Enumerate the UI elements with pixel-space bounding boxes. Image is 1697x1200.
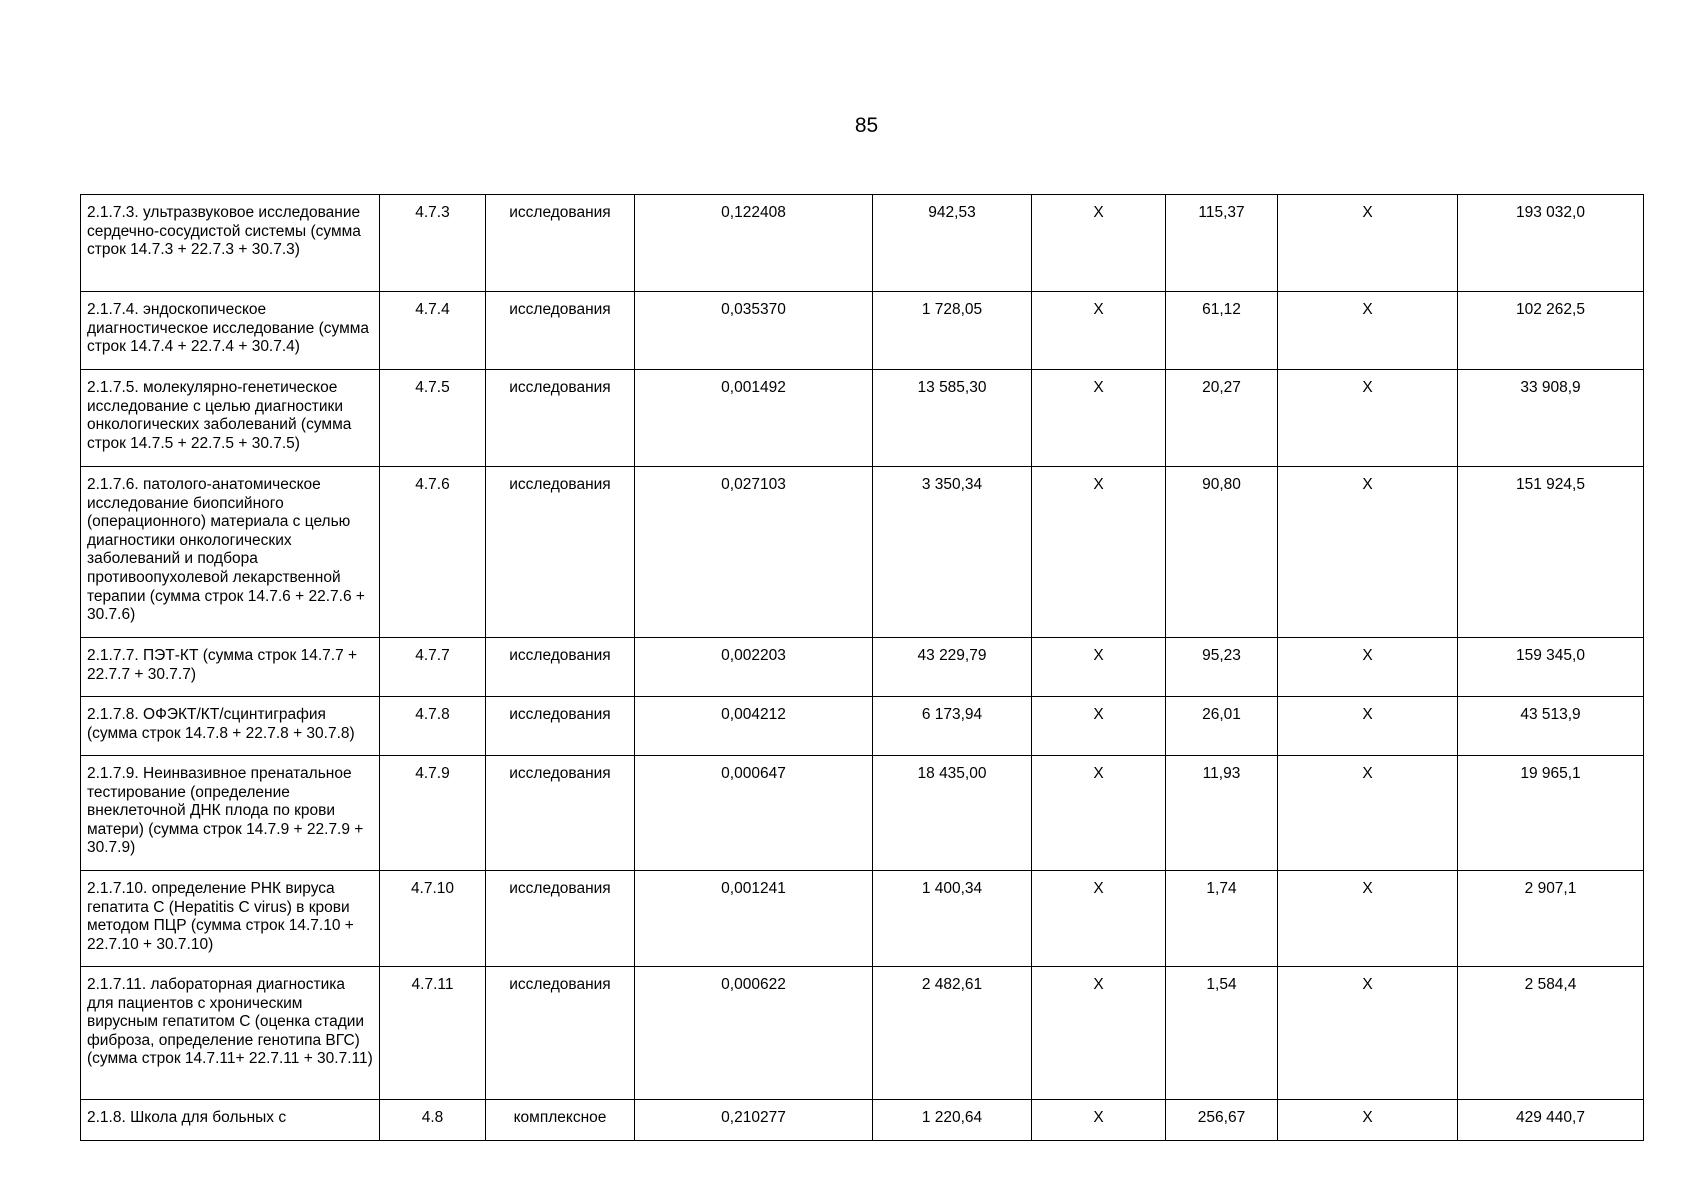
cell-x-marker: Х <box>1278 697 1458 756</box>
cell-unit: исследования <box>486 467 635 638</box>
cell-x-marker: Х <box>1278 1100 1458 1141</box>
cell-per-capita: 256,67 <box>1166 1100 1278 1141</box>
cell-volume: 0,000647 <box>635 756 873 871</box>
cell-x-marker: Х <box>1278 370 1458 467</box>
cell-description: 2.1.7.10. определение РНК вируса гепатита С (Hepatitis C virus) в крови методом ПЦР (сумма строк 14.7.10 + 22.7.10 + 30.7.10) <box>81 871 380 967</box>
cell-per-capita: 90,80 <box>1166 467 1278 638</box>
cell-volume: 0,001241 <box>635 871 873 967</box>
table-row <box>81 756 1644 871</box>
cell-per-capita: 115,37 <box>1166 195 1278 292</box>
cell-line-number: 4.7.7 <box>380 638 486 697</box>
cell-per-capita: 61,12 <box>1166 292 1278 370</box>
cell-per-capita: 26,01 <box>1166 697 1278 756</box>
cell-total: 159 345,0 <box>1458 638 1644 697</box>
cell-unit: исследования <box>486 370 635 467</box>
cell-volume: 0,035370 <box>635 292 873 370</box>
cell-description: 2.1.7.8. ОФЭКТ/КТ/сцинтиграфия (сумма строк 14.7.8 + 22.7.8 + 30.7.8) <box>81 697 380 756</box>
cell-cost: 18 435,00 <box>873 756 1032 871</box>
cell-per-capita: 1,54 <box>1166 967 1278 1100</box>
cell-cost: 43 229,79 <box>873 638 1032 697</box>
cell-volume: 0,027103 <box>635 467 873 638</box>
cell-line-number: 4.7.9 <box>380 756 486 871</box>
cell-total: 102 262,5 <box>1458 292 1644 370</box>
cell-unit: исследования <box>486 756 635 871</box>
cell-cost: 2 482,61 <box>873 967 1032 1100</box>
cell-line-number: 4.7.11 <box>380 967 486 1100</box>
cell-unit: исследования <box>486 292 635 370</box>
cell-line-number: 4.7.6 <box>380 467 486 638</box>
cell-x-marker: Х <box>1032 871 1166 967</box>
cell-total: 2 907,1 <box>1458 871 1644 967</box>
cell-x-marker: Х <box>1278 467 1458 638</box>
cell-x-marker: Х <box>1278 967 1458 1100</box>
cell-description: 2.1.7.5. молекулярно-генетическое исследование с целью диагностики онкологических заболеваний (сумма строк 14.7.5 + 22.7.5 + 30.7.5) <box>81 370 380 467</box>
cell-cost: 1 220,64 <box>873 1100 1032 1141</box>
cell-total: 2 584,4 <box>1458 967 1644 1100</box>
cell-x-marker: Х <box>1032 292 1166 370</box>
table-body <box>81 195 1644 1141</box>
cell-cost: 13 585,30 <box>873 370 1032 467</box>
cell-unit: исследования <box>486 967 635 1100</box>
cell-volume: 0,122408 <box>635 195 873 292</box>
cell-x-marker: Х <box>1278 871 1458 967</box>
cell-x-marker: Х <box>1278 638 1458 697</box>
cell-x-marker: Х <box>1278 756 1458 871</box>
cell-per-capita: 20,27 <box>1166 370 1278 467</box>
cell-description: 2.1.7.9. Неинвазивное пренатальное тестирование (определение внеклеточной ДНК плода по крови матери) (сумма строк 14.7.9 + 22.7.9 + 30.7.9) <box>81 756 380 871</box>
cell-x-marker: Х <box>1032 756 1166 871</box>
cell-per-capita: 95,23 <box>1166 638 1278 697</box>
cell-x-marker: Х <box>1032 1100 1166 1141</box>
cell-volume: 0,001492 <box>635 370 873 467</box>
table-row <box>81 467 1644 638</box>
cell-cost: 1 728,05 <box>873 292 1032 370</box>
cell-cost: 6 173,94 <box>873 697 1032 756</box>
cell-description: 2.1.7.6. патолого-анатомическое исследование биопсийного (операционного) материала с целью диагностики онкологических заболеваний и подбора противоопухолевой лекарственной терапии (сумма строк 14.7.6 + 22.7.6 + 30.7.6) <box>81 467 380 638</box>
cell-total: 33 908,9 <box>1458 370 1644 467</box>
table-row <box>81 370 1644 467</box>
tariff-table <box>80 194 1644 1141</box>
table-row <box>81 697 1644 756</box>
cell-line-number: 4.7.5 <box>380 370 486 467</box>
cell-x-marker: Х <box>1032 467 1166 638</box>
cell-total: 43 513,9 <box>1458 697 1644 756</box>
table-row <box>81 871 1644 967</box>
cell-description: 2.1.7.7. ПЭТ-КТ (сумма строк 14.7.7 + 22.7.7 + 30.7.7) <box>81 638 380 697</box>
cell-volume: 0,004212 <box>635 697 873 756</box>
cell-cost: 3 350,34 <box>873 467 1032 638</box>
cell-description: 2.1.7.4. эндоскопическое диагностическое исследование (сумма строк 14.7.4 + 22.7.4 + 30.7.4) <box>81 292 380 370</box>
cell-volume: 0,000622 <box>635 967 873 1100</box>
cell-total: 151 924,5 <box>1458 467 1644 638</box>
table-row <box>81 195 1644 292</box>
table-row <box>81 1100 1644 1141</box>
table-row <box>81 292 1644 370</box>
cell-unit: исследования <box>486 195 635 292</box>
cell-x-marker: Х <box>1032 195 1166 292</box>
cell-unit: комплексное <box>486 1100 635 1141</box>
cell-total: 193 032,0 <box>1458 195 1644 292</box>
cell-x-marker: Х <box>1032 967 1166 1100</box>
cell-total: 19 965,1 <box>1458 756 1644 871</box>
cell-description: 2.1.7.3. ультразвуковое исследование сердечно-сосудистой системы (сумма строк 14.7.3 + 22.7.3 + 30.7.3) <box>81 195 380 292</box>
cell-line-number: 4.7.10 <box>380 871 486 967</box>
cell-unit: исследования <box>486 697 635 756</box>
cell-volume: 0,002203 <box>635 638 873 697</box>
cell-x-marker: Х <box>1278 292 1458 370</box>
cell-line-number: 4.8 <box>380 1100 486 1141</box>
cell-per-capita: 11,93 <box>1166 756 1278 871</box>
cell-cost: 1 400,34 <box>873 871 1032 967</box>
cell-unit: исследования <box>486 871 635 967</box>
table-row <box>81 638 1644 697</box>
cell-volume: 0,210277 <box>635 1100 873 1141</box>
table-row <box>81 967 1644 1100</box>
cell-cost: 942,53 <box>873 195 1032 292</box>
cell-x-marker: Х <box>1032 697 1166 756</box>
cell-unit: исследования <box>486 638 635 697</box>
cell-x-marker: Х <box>1032 638 1166 697</box>
cell-line-number: 4.7.3 <box>380 195 486 292</box>
cell-description: 2.1.7.11. лабораторная диагностика для пациентов с хроническим вирусным гепатитом С (оценка стадии фиброза, определение генотипа ВГС) (сумма строк 14.7.11+ 22.7.11 + 30.7.11) <box>81 967 380 1100</box>
cell-per-capita: 1,74 <box>1166 871 1278 967</box>
cell-line-number: 4.7.4 <box>380 292 486 370</box>
cell-description: 2.1.8. Школа для больных с <box>81 1100 380 1141</box>
cell-line-number: 4.7.8 <box>380 697 486 756</box>
cell-total: 429 440,7 <box>1458 1100 1644 1141</box>
cell-x-marker: Х <box>1032 370 1166 467</box>
page-number: 85 <box>854 114 879 137</box>
cell-x-marker: Х <box>1278 195 1458 292</box>
